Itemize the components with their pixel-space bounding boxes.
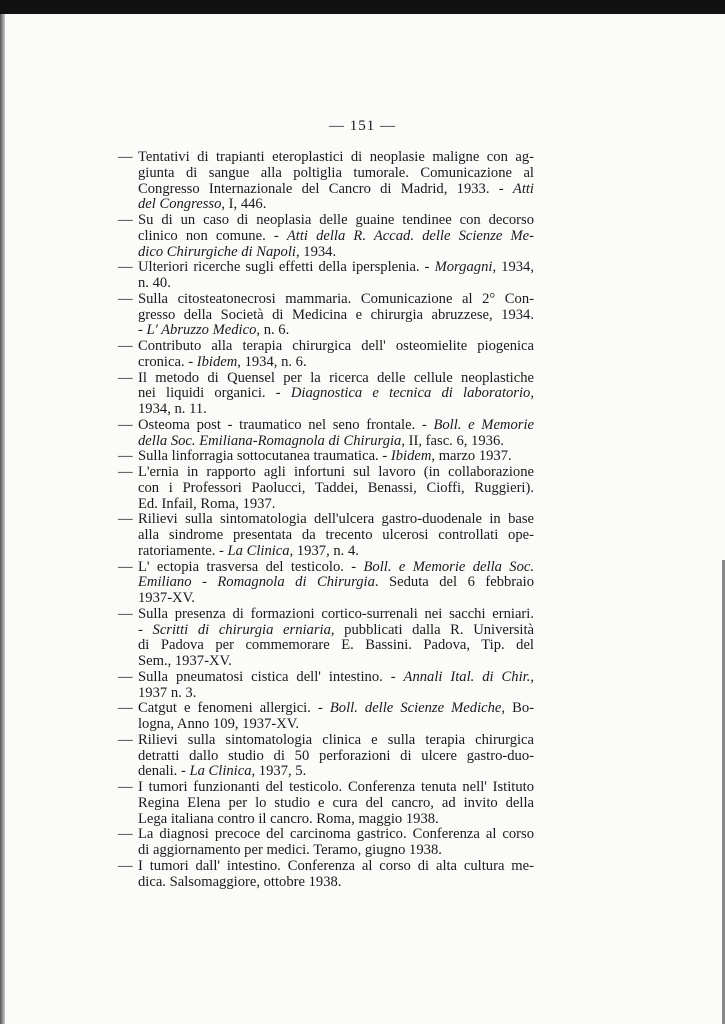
bibliography-entry <box>118 859 534 891</box>
citation-title: Morgagni <box>434 259 493 276</box>
entry-line <box>138 843 534 859</box>
citation-title: Scritti di chirurgia erniaria <box>152 621 331 638</box>
entry-text: n. 40. <box>138 275 171 291</box>
entry-line <box>118 607 534 623</box>
entry-text: cronica. - <box>138 353 197 370</box>
entry-dash: — <box>118 731 133 748</box>
citation-title: del Congresso <box>138 196 222 213</box>
entry-line <box>138 591 534 607</box>
entry-text: I tumori dall' intestino. Conferenza al corso di alta cultura me- <box>138 857 534 874</box>
entry-text: , 1934. <box>295 243 337 260</box>
entry-text: ratoriamente. - <box>138 542 228 559</box>
entry-text: Osteoma post - traumatico nel seno frontale. - <box>138 416 434 433</box>
entry-line <box>118 560 534 576</box>
entry-text: Sulla pneumatosi cistica dell' intestino. - <box>138 668 404 685</box>
bibliography-entry <box>118 512 534 559</box>
citation-title: Ibidem <box>196 353 238 370</box>
entry-text: Congresso Internazionale del Cancro di Madrid, 1933. - <box>138 180 513 197</box>
entry-text: Contributo alla terapia chirurgica dell' osteomielite piogenica <box>138 338 534 354</box>
entry-dash: — <box>118 558 133 575</box>
citation-title: Boll. delle Scienze Mediche <box>329 700 502 717</box>
entry-text: Sulla presenza di formazioni cortico-surrenali nei sacchi erniari. <box>138 605 534 622</box>
entry-dash: — <box>118 290 133 307</box>
entry-line <box>118 150 534 166</box>
entry-line <box>118 780 534 796</box>
entry-text: . Seduta del 6 febbraio <box>374 574 534 591</box>
citation-title: Diagnostica e tecnica di laboratorio <box>290 385 531 402</box>
entry-line <box>138 875 534 891</box>
entry-text: Rilievi sulla sintomatologia dell'ulcera gastro-duodenale in base <box>138 511 534 528</box>
entry-dash: — <box>118 338 133 354</box>
entry-text: alla sindrome presentata da trecento ulcerosi controllati ope- <box>138 527 534 543</box>
entry-text: , 1934, n. 6. <box>237 353 307 370</box>
citation-title: Annali Ital. di Chir. <box>403 668 531 685</box>
entry-dash: — <box>118 369 133 386</box>
entry-text: Catgut e fenomeni allergici. - <box>138 700 330 717</box>
entry-text: , 1934, <box>492 259 534 276</box>
citation-title: dico Chirurgiche di Napoli <box>138 243 296 260</box>
entry-text: detratti dallo studio di 50 perforazioni di ulcere gastro-duo- <box>138 747 534 764</box>
entry-text: dica. Salsomaggiore, ottobre 1938. <box>138 873 342 890</box>
citation-title: della Soc. Emiliana-Romagnola di Chirurgia <box>138 432 402 449</box>
entry-line <box>138 355 534 371</box>
entry-line <box>138 623 534 639</box>
bibliography-entry <box>118 150 534 213</box>
entry-dash: — <box>118 857 133 874</box>
bibliography-entry <box>118 418 534 450</box>
entry-text: clinico non comune. - <box>138 227 287 244</box>
entry-line <box>118 292 534 308</box>
entry-text: I tumori funzionanti del testicolo. Conferenza tenuta nell' Istituto <box>138 779 534 795</box>
entry-line <box>138 764 534 780</box>
bibliography-entry <box>118 465 534 512</box>
entry-dash: — <box>118 464 133 480</box>
page-number: — 151 — <box>329 118 396 134</box>
entry-text: , marzo 1937. <box>431 448 512 465</box>
citation-title: Boll. e Memorie <box>433 416 534 433</box>
entry-line <box>138 575 534 591</box>
entry-line <box>118 670 534 686</box>
entry-line <box>138 812 534 828</box>
entry-line <box>138 638 534 654</box>
entry-text: , I, 446. <box>221 196 267 213</box>
entry-dash: — <box>118 149 133 165</box>
entry-line <box>118 465 534 481</box>
entry-line <box>138 528 534 544</box>
entry-line <box>138 323 534 339</box>
entry-line <box>138 308 534 324</box>
bibliography-entry <box>118 260 534 292</box>
entry-text: Il metodo di Quensel per la ricerca delle cellule neoplastiche <box>138 369 534 386</box>
entry-line <box>138 197 534 213</box>
entry-text: di Padova per commemorare E. Bassini. Padova, Tip. del <box>138 637 534 654</box>
entry-line <box>138 166 534 182</box>
entry-text: 1937-XV. <box>138 590 195 606</box>
bibliography-list <box>118 150 534 890</box>
entry-line <box>138 229 534 245</box>
entry-dash: — <box>118 668 133 685</box>
entry-text: Rilievi sulla sintomatologia clinica e sulla terapia chirurgica <box>138 731 534 748</box>
entry-text: logna, Anno 109, 1937-XV. <box>138 716 300 732</box>
entry-dash: — <box>118 416 133 433</box>
entry-text: di aggiornamento per medici. Teramo, giugno 1938. <box>138 842 442 858</box>
entry-line <box>138 386 534 402</box>
entry-dash: — <box>118 779 133 795</box>
citation-title: Atti della R. Accad. delle Scienze Me- <box>286 227 534 244</box>
entry-text: denali. - <box>138 763 190 780</box>
entry-line <box>118 827 534 843</box>
bibliography-entry <box>118 670 534 702</box>
entry-text: L'ernia in rapporto agli infortuni sul lavoro (in collaborazione <box>138 464 534 480</box>
bibliography-entry <box>118 560 534 607</box>
entry-text: Sulla linforragia sottocutanea traumatica. - <box>138 448 391 465</box>
bibliography-entry <box>118 371 534 418</box>
entry-line <box>138 717 534 733</box>
entry-text: 1937 n. 3. <box>138 684 197 701</box>
entry-text: , n. 6. <box>256 322 290 339</box>
entry-dash: — <box>118 511 133 528</box>
bibliography-entry <box>118 213 534 260</box>
entry-text: - <box>138 322 147 339</box>
entry-line <box>138 276 534 292</box>
bibliography-entry <box>118 339 534 371</box>
entry-line <box>118 859 534 875</box>
entry-dash: — <box>118 605 133 622</box>
entry-line <box>118 701 534 717</box>
entry-dash: — <box>118 448 133 465</box>
entry-text: Lega italiana contro il cancro. Roma, maggio 1938. <box>138 810 439 827</box>
entry-line <box>118 339 534 355</box>
entry-dash: — <box>118 212 133 228</box>
scan-left-edge <box>0 14 5 1024</box>
entry-line <box>138 402 534 418</box>
entry-line <box>138 245 534 261</box>
citation-title: Ibidem <box>390 448 432 465</box>
entry-text: , II, fasc. 6, 1936. <box>401 432 504 449</box>
entry-text: gresso della Società di Medicina e chirurgia abruzzese, 1934. <box>138 306 534 323</box>
citation-title: Atti <box>512 180 534 197</box>
entry-line <box>138 686 534 702</box>
entry-line <box>138 749 534 765</box>
entry-text: - <box>138 621 153 638</box>
citation-title: La Clinica <box>227 542 290 559</box>
entry-line <box>118 449 534 465</box>
entry-line <box>118 213 534 229</box>
entry-text: La diagnosi precoce del carcinoma gastrico. Conferenza al corso <box>138 826 534 843</box>
scan-top-border <box>0 0 725 14</box>
entry-text: , <box>530 668 534 685</box>
bibliography-entry <box>118 701 534 733</box>
entry-text: Tentativi di trapianti eteroplastici di neoplasie maligne con ag- <box>138 149 534 165</box>
entry-text: , <box>530 385 534 402</box>
entry-line <box>118 371 534 387</box>
entry-line <box>138 481 534 497</box>
entry-line <box>138 796 534 812</box>
entry-line <box>138 654 534 670</box>
entry-text: giunta di sangue alla poltiglia tumorale. Comunicazione al <box>138 164 534 181</box>
entry-line <box>118 418 534 434</box>
entry-line <box>138 544 534 560</box>
entry-text: , 1937, 5. <box>251 763 307 780</box>
entry-text: Ed. Infail, Roma, 1937. <box>138 495 276 512</box>
entry-text: Sulla citosteatonecrosi mammaria. Comunicazione al 2° Con- <box>138 290 534 307</box>
entry-text: L' ectopia trasversa del testicolo. - <box>138 558 364 575</box>
entry-line <box>118 512 534 528</box>
bibliography-entry <box>118 449 534 465</box>
bibliography-entry <box>118 733 534 780</box>
entry-text: nei liquidi organici. - <box>138 385 291 402</box>
entry-line <box>138 182 534 198</box>
entry-text: Ulteriori ricerche sugli effetti della ipersplenia. - <box>138 259 435 276</box>
entry-line <box>138 497 534 513</box>
entry-dash: — <box>118 826 133 843</box>
citation-title: La Clinica <box>189 763 252 780</box>
entry-text: , pubblicati dalla R. Università <box>330 621 534 638</box>
entry-text: Regina Elena per lo studio e cura del cancro, ad invito della <box>138 794 534 811</box>
entry-text: con i Professori Paolucci, Taddei, Benassi, Cioffi, Ruggieri). <box>138 479 534 496</box>
citation-title: Boll. e Memorie della Soc. <box>363 558 534 575</box>
entry-line <box>138 434 534 450</box>
entry-line <box>118 733 534 749</box>
entry-text: , 1937, n. 4. <box>289 542 359 559</box>
entry-text: Su di un caso di neoplasia delle guaine tendinee con decorso <box>138 212 534 228</box>
bibliography-entry <box>118 780 534 827</box>
entry-text: , Bo- <box>501 700 534 717</box>
entry-line <box>118 260 534 276</box>
entry-text: 1934, n. 11. <box>138 401 207 417</box>
citation-title: Emiliano - Romagnola di Chirurgia <box>138 574 375 591</box>
bibliography-entry <box>118 607 534 670</box>
entry-dash: — <box>118 700 133 717</box>
entry-dash: — <box>118 259 133 276</box>
citation-title: L' Abruzzo Medico <box>146 322 257 339</box>
bibliography-entry <box>118 827 534 859</box>
bibliography-entry <box>118 292 534 339</box>
entry-text: Sem., 1937-XV. <box>138 653 232 669</box>
